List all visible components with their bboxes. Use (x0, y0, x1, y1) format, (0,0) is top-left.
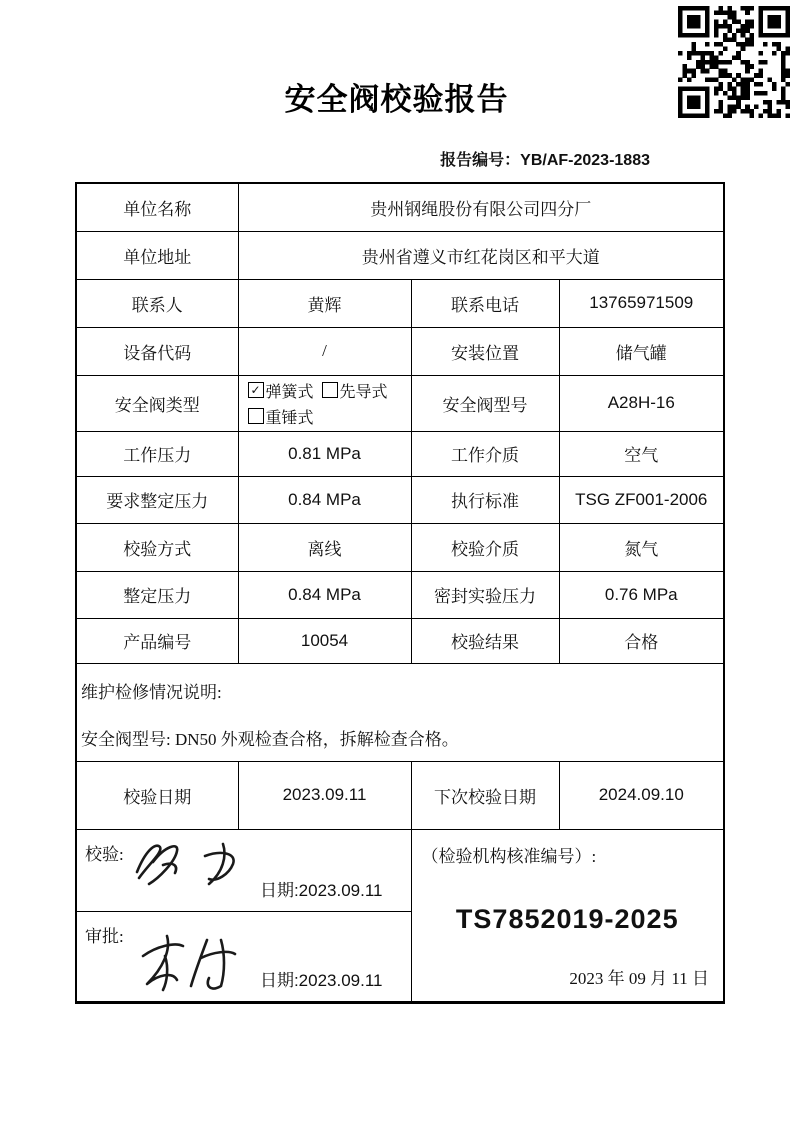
verifier-date: 日期:2023.09.11 (259, 880, 383, 900)
verifier-cell (76, 829, 411, 911)
unit-address-value: 贵州省遵义市红花岗区和平大道 (238, 231, 724, 279)
valve-model-label: 安全阀型号 (411, 375, 559, 431)
table-row (76, 571, 724, 618)
working-pressure-value: 0.81 MPa (238, 431, 411, 476)
working-pressure-label: 工作压力 (76, 431, 238, 476)
report-number-value: YB/AF-2023-1883 (520, 152, 650, 169)
table-row (76, 476, 724, 523)
calibration-date-value: 2023.09.11 (238, 761, 411, 829)
option-label: 先导式 (339, 383, 388, 401)
result-value: 合格 (559, 618, 724, 663)
approver-date: 日期:2023.09.11 (259, 970, 383, 990)
checkbox-unchecked-icon (248, 408, 264, 424)
seal-test-pressure-value: 0.76 MPa (559, 571, 724, 618)
next-calibration-date-value: 2024.09.10 (559, 761, 724, 829)
approver-cell (76, 911, 411, 1002)
device-code-value: / (238, 327, 411, 375)
table-row (76, 523, 724, 571)
table-row (76, 431, 724, 476)
seal-test-pressure-label: 密封实验压力 (411, 571, 559, 618)
table-row (76, 375, 724, 431)
result-label: 校验结果 (411, 618, 559, 663)
phone-value: 13765971509 (559, 279, 724, 327)
device-code-label: 设备代码 (76, 327, 238, 375)
set-pressure-value: 0.84 MPa (238, 571, 411, 618)
option-label: 重锤式 (265, 409, 314, 427)
table-row (76, 663, 724, 761)
page-title: 安全阀校验报告 (284, 82, 509, 117)
option-weight-type (248, 405, 314, 428)
report-number (440, 147, 650, 170)
calibration-method-label: 校验方式 (76, 523, 238, 571)
verifier-label: 校验: (85, 844, 124, 864)
approval-number-header: （检验机构核准编号）: (421, 846, 597, 866)
standard-label: 执行标准 (411, 476, 559, 523)
verifier-signature (119, 832, 269, 894)
phone-label: 联系电话 (411, 279, 559, 327)
approver-label: 审批: (85, 926, 124, 946)
required-set-pressure-label: 要求整定压力 (76, 476, 238, 523)
report-table (75, 182, 725, 1004)
valve-type-label: 安全阀类型 (76, 375, 238, 431)
maintenance-notes (76, 663, 724, 761)
approval-number-value: TS7852019-2025 (455, 903, 679, 934)
table-row (76, 761, 724, 829)
contact-value: 黄辉 (238, 279, 411, 327)
calibration-method-value: 离线 (238, 523, 411, 571)
table-row (76, 829, 724, 911)
approval-date: 2023 年 09 月 11 日 (569, 968, 710, 988)
next-calibration-date-label: 下次校验日期 (411, 761, 559, 829)
table-row (76, 231, 724, 279)
working-medium-value: 空气 (559, 431, 724, 476)
install-location-label: 安装位置 (411, 327, 559, 375)
checkbox-checked-icon: ✓ (248, 382, 264, 398)
unit-address-label: 单位地址 (76, 231, 238, 279)
table-row (76, 183, 724, 231)
product-number-label: 产品编号 (76, 618, 238, 663)
maintenance-notes-text: 安全阀型号: DN50 外观检查合格，拆解检查合格。 (81, 730, 459, 749)
table-row (76, 618, 724, 663)
table-row (76, 279, 724, 327)
standard-value: TSG ZF001-2006 (559, 476, 724, 523)
product-number-value: 10054 (238, 618, 411, 663)
calibration-date-label: 校验日期 (76, 761, 238, 829)
table-row (76, 327, 724, 375)
contact-label: 联系人 (76, 279, 238, 327)
working-medium-label: 工作介质 (411, 431, 559, 476)
option-spring-type (248, 379, 314, 402)
install-location-value: 储气罐 (559, 327, 724, 375)
required-set-pressure-value: 0.84 MPa (238, 476, 411, 523)
option-label: 弹簧式 (265, 383, 314, 401)
option-pilot-type (322, 379, 388, 402)
approval-number-cell (411, 829, 724, 1002)
valve-model-value: A28H-16 (559, 375, 724, 431)
unit-name-label: 单位名称 (76, 183, 238, 231)
report-number-label: 报告编号： (440, 152, 521, 169)
unit-name-value: 贵州钢绳股份有限公司四分厂 (238, 183, 724, 231)
calibration-medium-label: 校验介质 (411, 523, 559, 571)
calibration-medium-value: 氮气 (559, 523, 724, 571)
set-pressure-label: 整定压力 (76, 571, 238, 618)
approver-signature (129, 926, 269, 998)
valve-type-options (238, 375, 411, 431)
maintenance-notes-title: 维护检修情况说明: (81, 683, 222, 702)
checkbox-unchecked-icon (322, 382, 338, 398)
